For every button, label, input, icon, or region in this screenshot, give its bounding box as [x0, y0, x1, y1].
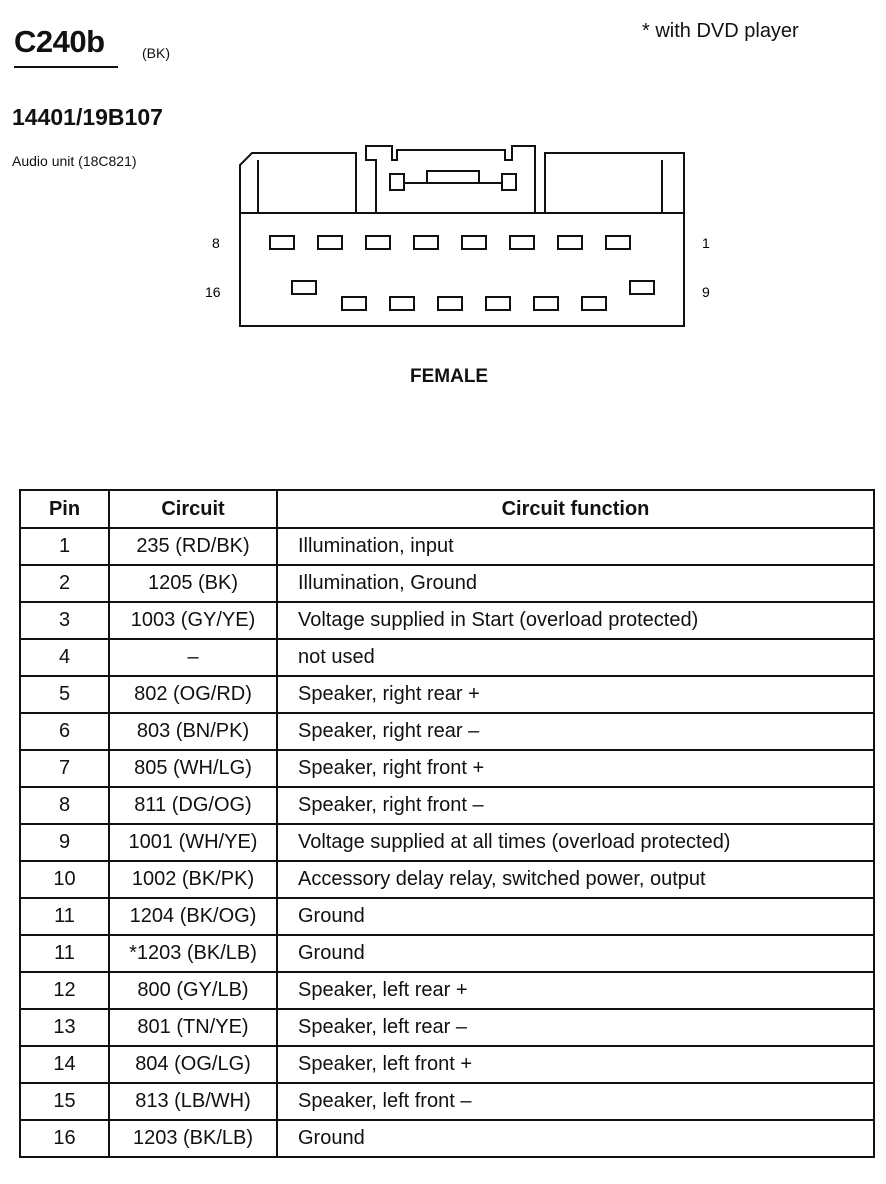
- circuit-cell: 803 (BN/PK): [109, 713, 277, 750]
- function-cell: Illumination, input: [277, 528, 874, 565]
- table-row: [20, 750, 874, 787]
- function-cell: Speaker, right front –: [277, 787, 874, 824]
- dvd-footnote: * with DVD player: [642, 20, 799, 42]
- table-row: [20, 639, 874, 676]
- pin-cavity-10: [582, 297, 606, 310]
- circuit-cell: 811 (DG/OG): [109, 787, 277, 824]
- pin-cell: 15: [20, 1083, 109, 1120]
- table-row: [20, 1120, 874, 1157]
- table-row: [20, 1046, 874, 1083]
- pin-cavity-9: [630, 281, 654, 294]
- pin-cell: 11: [20, 898, 109, 935]
- pin-cell: 11: [20, 935, 109, 972]
- table-row: [20, 602, 874, 639]
- pin-cell: 4: [20, 639, 109, 676]
- component-name: Audio unit (18C821): [12, 153, 137, 169]
- table-row: [20, 935, 874, 972]
- function-cell: Speaker, right rear +: [277, 676, 874, 713]
- pin-label-top-left: 8: [212, 235, 220, 251]
- pin-cavity-15: [342, 297, 366, 310]
- function-cell: Ground: [277, 935, 874, 972]
- pinout-table: [19, 489, 875, 1158]
- pin-label-bottom-left: 16: [205, 284, 221, 300]
- connector-id: C240b: [14, 24, 105, 59]
- pin-cavities: [270, 236, 654, 310]
- circuit-cell: 1203 (BK/LB): [109, 1120, 277, 1157]
- function-cell: Speaker, left front –: [277, 1083, 874, 1120]
- pin-label-bottom-right: 9: [702, 284, 710, 300]
- pin-cell: 3: [20, 602, 109, 639]
- pin-cell: 9: [20, 824, 109, 861]
- pin-cell: 16: [20, 1120, 109, 1157]
- pin-cavity-8: [270, 236, 294, 249]
- table-row: [20, 565, 874, 602]
- table-row: [20, 824, 874, 861]
- circuit-cell: 235 (RD/BK): [109, 528, 277, 565]
- table-header-row: [20, 490, 874, 528]
- function-cell: Speaker, right front +: [277, 750, 874, 787]
- pin-cavity-12: [486, 297, 510, 310]
- circuit-cell: 804 (OG/LG): [109, 1046, 277, 1083]
- pin-cell: 5: [20, 676, 109, 713]
- pin-cavity-1: [606, 236, 630, 249]
- function-cell: Speaker, right rear –: [277, 713, 874, 750]
- pin-cavity-4: [462, 236, 486, 249]
- pin-cavity-3: [510, 236, 534, 249]
- function-cell: Ground: [277, 1120, 874, 1157]
- pin-cell: 12: [20, 972, 109, 1009]
- table-row: [20, 713, 874, 750]
- pin-cavity-11: [534, 297, 558, 310]
- pin-label-top-right: 1: [702, 235, 710, 251]
- pin-cavity-16: [292, 281, 316, 294]
- circuit-cell: 1001 (WH/YE): [109, 824, 277, 861]
- table-row: [20, 676, 874, 713]
- function-cell: Voltage supplied in Start (overload protected): [277, 602, 874, 639]
- circuit-cell: 801 (TN/YE): [109, 1009, 277, 1046]
- circuit-cell: *1203 (BK/LB): [109, 935, 277, 972]
- function-cell: Accessory delay relay, switched power, output: [277, 861, 874, 898]
- circuit-cell: 1204 (BK/OG): [109, 898, 277, 935]
- pin-cell: 10: [20, 861, 109, 898]
- pin-cavity-14: [390, 297, 414, 310]
- circuit-cell: 800 (GY/LB): [109, 972, 277, 1009]
- pin-cavity-6: [366, 236, 390, 249]
- header-circuit-function: Circuit function: [277, 490, 874, 528]
- pin-cell: 2: [20, 565, 109, 602]
- part-number: 14401/19B107: [12, 104, 163, 130]
- pin-cell: 7: [20, 750, 109, 787]
- table-row: [20, 528, 874, 565]
- circuit-cell: 1002 (BK/PK): [109, 861, 277, 898]
- circuit-cell: 813 (LB/WH): [109, 1083, 277, 1120]
- table-row: [20, 972, 874, 1009]
- pin-cavity-2: [558, 236, 582, 249]
- function-cell: not used: [277, 639, 874, 676]
- pin-cavity-13: [438, 297, 462, 310]
- table-row: [20, 787, 874, 824]
- table-row: [20, 1009, 874, 1046]
- table-row: [20, 898, 874, 935]
- pin-cavity-7: [318, 236, 342, 249]
- header-circuit: Circuit: [109, 490, 277, 528]
- circuit-cell: 1205 (BK): [109, 565, 277, 602]
- pin-cell: 8: [20, 787, 109, 824]
- connector-color: (BK): [142, 45, 170, 61]
- function-cell: Voltage supplied at all times (overload protected): [277, 824, 874, 861]
- function-cell: Speaker, left front +: [277, 1046, 874, 1083]
- function-cell: Speaker, left rear +: [277, 972, 874, 1009]
- function-cell: Speaker, left rear –: [277, 1009, 874, 1046]
- pin-cell: 14: [20, 1046, 109, 1083]
- pin-cell: 6: [20, 713, 109, 750]
- pin-cavity-5: [414, 236, 438, 249]
- circuit-cell: 1003 (GY/YE): [109, 602, 277, 639]
- connector-id-underline: [14, 66, 118, 68]
- table-row: [20, 1083, 874, 1120]
- circuit-cell: 802 (OG/RD): [109, 676, 277, 713]
- function-cell: Illumination, Ground: [277, 565, 874, 602]
- pinout-table-body: [20, 528, 874, 1157]
- view-label: FEMALE: [410, 366, 489, 387]
- table-row: [20, 861, 874, 898]
- header-pin: Pin: [20, 490, 109, 528]
- pin-cell: 1: [20, 528, 109, 565]
- pin-cell: 13: [20, 1009, 109, 1046]
- circuit-cell: 805 (WH/LG): [109, 750, 277, 787]
- function-cell: Ground: [277, 898, 874, 935]
- circuit-cell: –: [109, 639, 277, 676]
- connector-face-diagram: [196, 140, 726, 340]
